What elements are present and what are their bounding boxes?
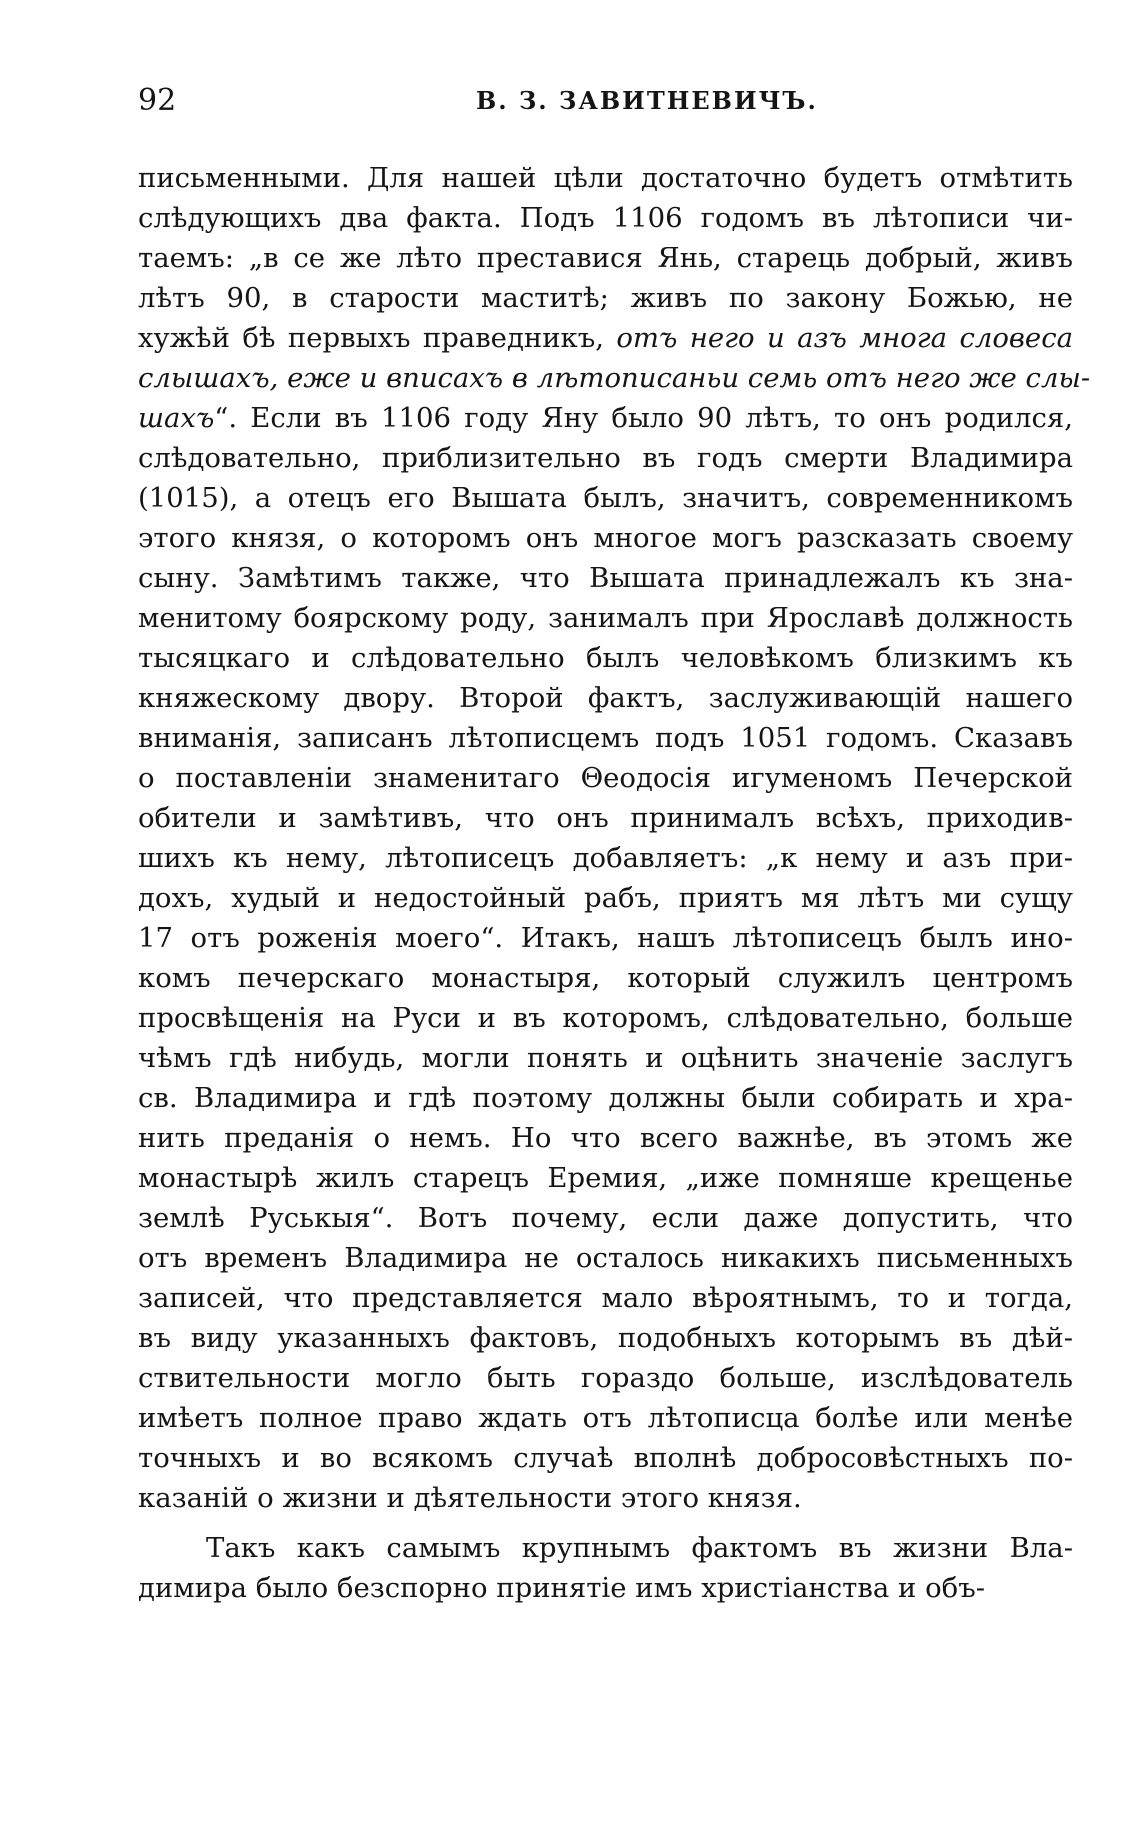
page-number: 92 bbox=[138, 83, 177, 118]
text-line bbox=[138, 1358, 1073, 1398]
line-text: дохъ, худый и недостойный рабъ, приятъ мя лѣтъ ми сущу bbox=[138, 882, 1073, 914]
line-text: “. Если въ 1106 году Яну было 90 лѣтъ, то онъ родился, bbox=[214, 402, 1073, 434]
text-line bbox=[138, 1198, 1073, 1238]
text-line bbox=[138, 678, 1073, 718]
line-text: нить преданія о немъ. Но что всего важнѣе, въ этомъ же bbox=[138, 1122, 1073, 1154]
line-text: таемъ: „в се же лѣто преставися Янь, старець добрый, живъ bbox=[138, 242, 1073, 274]
line-text: землѣ Руськыя“. Вотъ почему, если даже допустить, что bbox=[138, 1202, 1073, 1234]
line-text: просвѣщенія на Руси и въ которомъ, слѣдовательно, больше bbox=[138, 1002, 1073, 1034]
line-text: монастырѣ жилъ старецъ Еремия, „иже помняше крещенье bbox=[138, 1162, 1073, 1194]
text-line bbox=[138, 758, 1073, 798]
line-text: этого князя, о которомъ онъ многое могъ разсказать своему bbox=[138, 522, 1073, 554]
text-line bbox=[138, 1278, 1073, 1318]
text-line bbox=[138, 478, 1073, 518]
line-text: чѣмъ гдѣ нибудь, могли понять и оцѣнить значеніе заслугъ bbox=[138, 1042, 1073, 1074]
text-line bbox=[138, 718, 1073, 758]
line-text: о поставленіи знаменитаго Θеодосія игуменомъ Печерской bbox=[138, 762, 1073, 794]
paragraph-gap bbox=[138, 1518, 1073, 1528]
line-text: (1015), а отецъ его Вышата былъ, значитъ, современникомъ bbox=[138, 482, 1073, 514]
italic-quote-text: шахъ bbox=[138, 402, 215, 434]
line-text: имѣетъ полное право ждать отъ лѣтописца болѣе или менѣе bbox=[138, 1402, 1073, 1434]
text-line bbox=[138, 1118, 1073, 1158]
line-text: точныхъ и во всякомъ случаѣ вполнѣ добросовѣстныхъ по- bbox=[138, 1442, 1073, 1474]
text-line bbox=[138, 1038, 1073, 1078]
text-line bbox=[138, 1398, 1073, 1438]
line-text: слѣдовательно, приблизительно въ годъ смерти Владимира bbox=[138, 442, 1073, 474]
text-line bbox=[138, 1478, 1073, 1518]
line-text: вниманія, записанъ лѣтописцемъ подъ 1051 годомъ. Сказавъ bbox=[138, 722, 1073, 754]
text-line bbox=[138, 438, 1073, 478]
italic-quote-text: слышахъ, еже и вписахъ в лѣтописаньи семь отъ него же слы- bbox=[138, 362, 1091, 394]
running-title: В. З. ЗАВИТНЕВИЧЪ. bbox=[476, 86, 818, 115]
line-text: шихъ къ нему, лѣтописецъ добавляетъ: „к нему и азъ при- bbox=[138, 842, 1073, 874]
line-text: св. Владимира и гдѣ поэтому должны были собирать и хра- bbox=[138, 1082, 1073, 1114]
line-text: сыну. Замѣтимъ также, что Вышата принадлежалъ къ зна- bbox=[138, 562, 1073, 594]
line-text: менитому боярскому роду, занималъ при Ярославѣ должность bbox=[138, 602, 1073, 634]
line-text: Такъ какъ самымъ крупнымъ фактомъ въ жизни Вла- bbox=[206, 1532, 1073, 1564]
text-line bbox=[138, 958, 1073, 998]
line-text: димира было безспорно принятіе имъ христіанства и объ- bbox=[138, 1572, 985, 1604]
text-line bbox=[138, 798, 1073, 838]
paragraph-1 bbox=[138, 158, 1091, 1518]
line-text: казаній о жизни и дѣятельности этого князя. bbox=[138, 1482, 802, 1514]
line-text: лѣтъ 90, в старости маститѣ; живъ по закону Божью, не bbox=[138, 282, 1073, 314]
line-text: 17 отъ роженія моего“. Итакъ, нашъ лѣтописецъ былъ ино- bbox=[138, 922, 1073, 954]
text-line bbox=[138, 198, 1073, 238]
line-text: слѣдующихъ два факта. Подъ 1106 годомъ въ лѣтописи чи- bbox=[138, 202, 1073, 234]
text-line bbox=[138, 1528, 1073, 1568]
text-line bbox=[138, 518, 1073, 558]
line-text: ствительности могло быть гораздо больше, изслѣдователь bbox=[138, 1362, 1073, 1394]
text-line bbox=[138, 1238, 1073, 1278]
text-line bbox=[138, 838, 1073, 878]
text-line bbox=[138, 358, 1091, 398]
text-line bbox=[138, 398, 1073, 438]
line-text: хужѣй бѣ первыхъ праведникъ, bbox=[138, 322, 617, 354]
text-line bbox=[138, 238, 1073, 278]
page-body bbox=[138, 158, 1091, 1608]
text-line bbox=[138, 558, 1073, 598]
line-text: тысяцкаго и слѣдовательно былъ человѣкомъ близкимъ къ bbox=[138, 642, 1073, 674]
line-text: комъ печерскаго монастыря, который служилъ центромъ bbox=[138, 962, 1073, 994]
text-line bbox=[138, 278, 1073, 318]
line-text: письменными. Для нашей цѣли достаточно будетъ отмѣтить bbox=[138, 162, 1073, 194]
line-text: въ виду указанныхъ фактовъ, подобныхъ которымъ въ дѣй- bbox=[138, 1322, 1073, 1354]
text-line bbox=[138, 318, 1073, 358]
text-line bbox=[138, 1568, 1073, 1608]
text-line bbox=[138, 1078, 1073, 1118]
text-line bbox=[138, 1318, 1073, 1358]
text-line bbox=[138, 598, 1073, 638]
text-line bbox=[138, 638, 1073, 678]
text-line bbox=[138, 1438, 1073, 1478]
italic-quote-text: отъ него и азъ многа словеса bbox=[616, 322, 1073, 354]
text-line bbox=[138, 158, 1073, 198]
line-text: княжескому двору. Второй фактъ, заслуживающій нашего bbox=[138, 682, 1073, 714]
paragraph-2 bbox=[138, 1528, 1073, 1608]
line-text: записей, что представляется мало вѣроятнымъ, то и тогда, bbox=[138, 1282, 1073, 1314]
text-line bbox=[138, 878, 1073, 918]
line-text: отъ временъ Владимира не осталось никакихъ письменныхъ bbox=[138, 1242, 1073, 1274]
line-text: обители и замѣтивъ, что онъ принималъ всѣхъ, приходив- bbox=[138, 802, 1073, 834]
text-line bbox=[138, 918, 1073, 958]
text-line bbox=[138, 1158, 1073, 1198]
text-line bbox=[138, 998, 1073, 1038]
